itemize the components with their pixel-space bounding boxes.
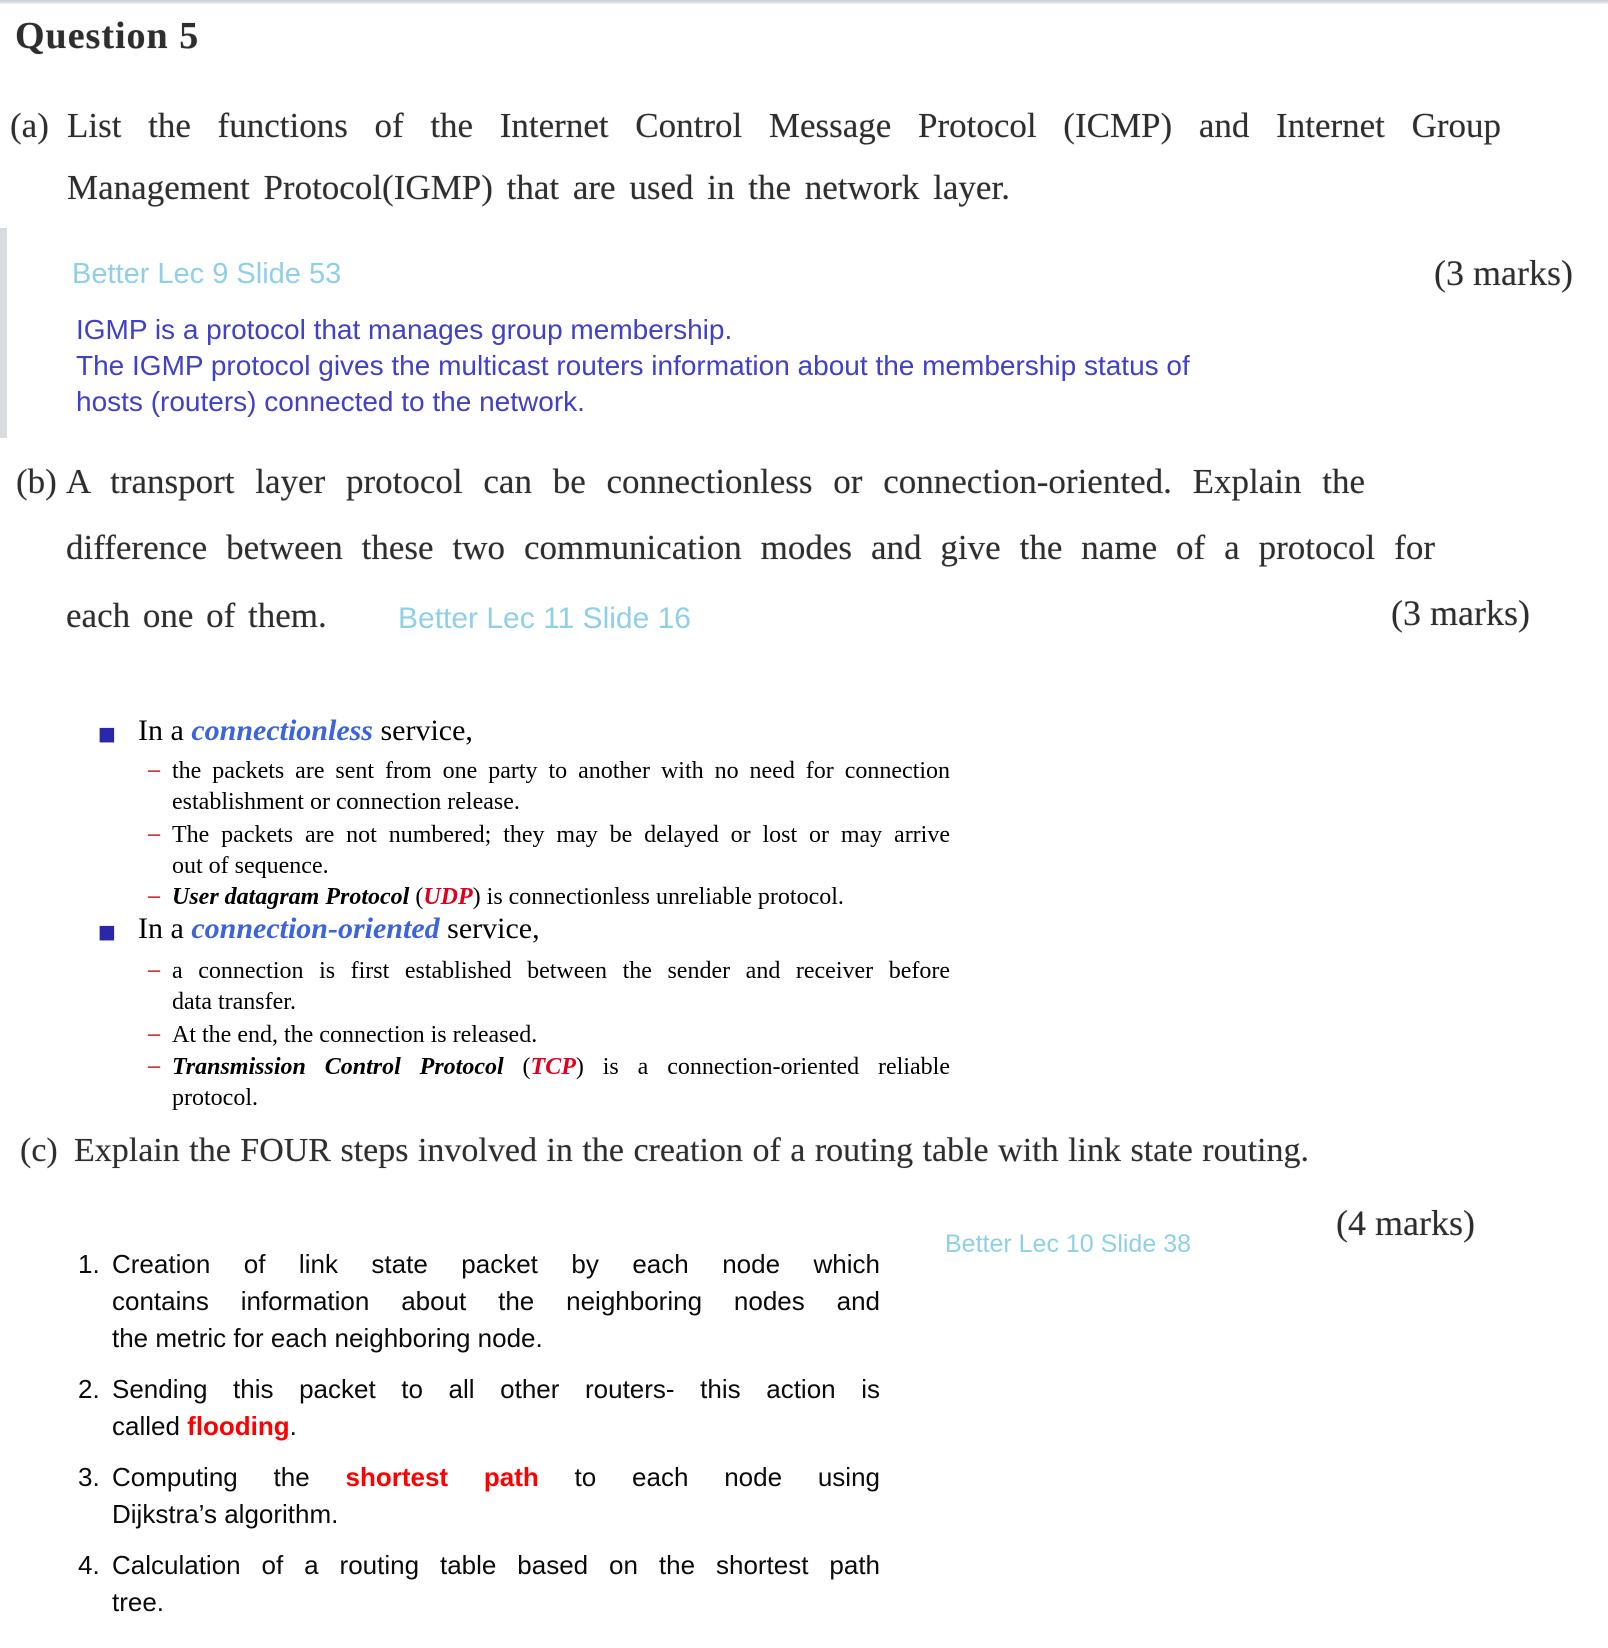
dash-bullet-icon: – (148, 757, 160, 783)
part-b-question-line-3: each one of them. (66, 596, 327, 635)
sub-bullet-item (148, 1052, 950, 1114)
bullet-head-text: In a connectionless service, (138, 714, 473, 747)
sub-bullet-text (172, 1052, 950, 1114)
part-a-answer-line: IGMP is a protocol that manages group membership. (76, 314, 733, 345)
step-item (78, 1246, 884, 1357)
sub-bullet-line: protocol. (172, 1085, 258, 1111)
part-a-question-line-1: List the functions of the Internet Control Message Protocol (ICMP) and Internet Group (67, 106, 1501, 145)
dash-bullet-icon: – (148, 821, 160, 847)
step-item (78, 1371, 884, 1445)
part-a-answer-line: hosts (routers) connected to the network. (76, 386, 585, 417)
step-line: Computing the shortest path to each node using (112, 1462, 880, 1492)
page-title: Question 5 (15, 15, 200, 57)
step-item (78, 1547, 884, 1621)
bullet-head-text: In a connection-oriented service, (138, 912, 540, 945)
step-text (112, 1459, 880, 1533)
part-b-question-line-2: difference between these two communication modes and give the name of a protocol for (66, 528, 1435, 567)
sub-bullet-item (148, 756, 950, 818)
part-c-lecture-annotation: Better Lec 10 Slide 38 (945, 1230, 1191, 1258)
square-bullet-icon: ■ (98, 723, 116, 745)
sub-bullet-line: data transfer. (172, 989, 296, 1015)
scan-edge-top (0, 0, 1608, 4)
part-c-label: (c) (20, 1132, 58, 1169)
step-line: tree. (112, 1587, 165, 1617)
sub-bullet-line: a connection is first established between the sender and receiver before (172, 958, 950, 984)
sub-bullet-line: the packets are sent from one party to another with no need for connection (172, 758, 950, 784)
sub-bullet-line: Transmission Control Protocol (TCP) is a connection-oriented reliable (172, 1054, 950, 1080)
part-a-question-line-2: Management Protocol(IGMP) that are used in the network layer. (67, 168, 1010, 207)
step-line: Dijkstra’s algorithm. (112, 1499, 339, 1529)
step-line: Sending this packet to all other routers- this action is (112, 1374, 880, 1404)
sub-bullet-text (172, 1020, 950, 1051)
dash-bullet-icon: – (148, 1021, 160, 1047)
part-a-marks: (3 marks) (1434, 253, 1573, 293)
sub-bullet-line: The packets are not numbered; they may be delayed or lost or may arrive (172, 822, 950, 848)
part-b-lecture-annotation: Better Lec 11 Slide 16 (398, 602, 691, 635)
step-text (112, 1371, 880, 1445)
sub-bullet-text (172, 756, 950, 818)
sub-bullet-item (148, 820, 950, 882)
sub-bullet-line: At the end, the connection is released. (172, 1022, 538, 1048)
sub-bullet-text (172, 956, 950, 1018)
sub-bullet-item (148, 956, 950, 1018)
part-a-answer-line: The IGMP protocol gives the multicast routers information about the membership status of (76, 350, 1190, 381)
part-a-answer (76, 312, 1190, 420)
part-b-label: (b) (16, 462, 57, 501)
step-number: 3. (78, 1462, 100, 1492)
step-item (78, 1459, 884, 1533)
part-b-marks: (3 marks) (1391, 593, 1530, 633)
step-number: 1. (78, 1249, 100, 1279)
sub-bullet-line: establishment or connection release. (172, 789, 520, 815)
sub-bullet-item (148, 1020, 950, 1051)
part-b-question-line-1: A transport layer protocol can be connectionless or connection-oriented. Explain the (66, 462, 1365, 501)
step-line: the metric for each neighboring node. (112, 1323, 543, 1353)
sub-bullet-line: out of sequence. (172, 853, 329, 879)
dash-bullet-icon: – (148, 883, 160, 909)
step-number: 2. (78, 1374, 100, 1404)
part-c-answer-steps (78, 1246, 884, 1635)
sub-bullet-text (172, 820, 950, 882)
step-line: called flooding. (112, 1411, 297, 1441)
step-text (112, 1547, 880, 1621)
sub-bullet-item (148, 882, 950, 913)
step-line: Creation of link state packet by each node which (112, 1249, 880, 1279)
sub-bullet-text (172, 882, 950, 913)
bullet-item (98, 714, 473, 748)
step-line: contains information about the neighboring nodes and (112, 1286, 880, 1316)
scan-edge-left (0, 228, 7, 438)
part-a-label: (a) (10, 106, 49, 145)
step-number: 4. (78, 1550, 100, 1580)
dash-bullet-icon: – (148, 1053, 160, 1079)
part-a-lecture-annotation: Better Lec 9 Slide 53 (72, 258, 342, 290)
dash-bullet-icon: – (148, 957, 160, 983)
step-line: Calculation of a routing table based on the shortest path (112, 1550, 880, 1580)
step-text (112, 1246, 880, 1357)
sub-bullet-line: User datagram Protocol (UDP) is connectionless unreliable protocol. (172, 884, 844, 910)
part-c-question: Explain the FOUR steps involved in the creation of a routing table with link state routing. (74, 1132, 1309, 1169)
part-c-marks: (4 marks) (1336, 1203, 1475, 1243)
bullet-item (98, 912, 540, 946)
square-bullet-icon: ■ (98, 921, 116, 943)
